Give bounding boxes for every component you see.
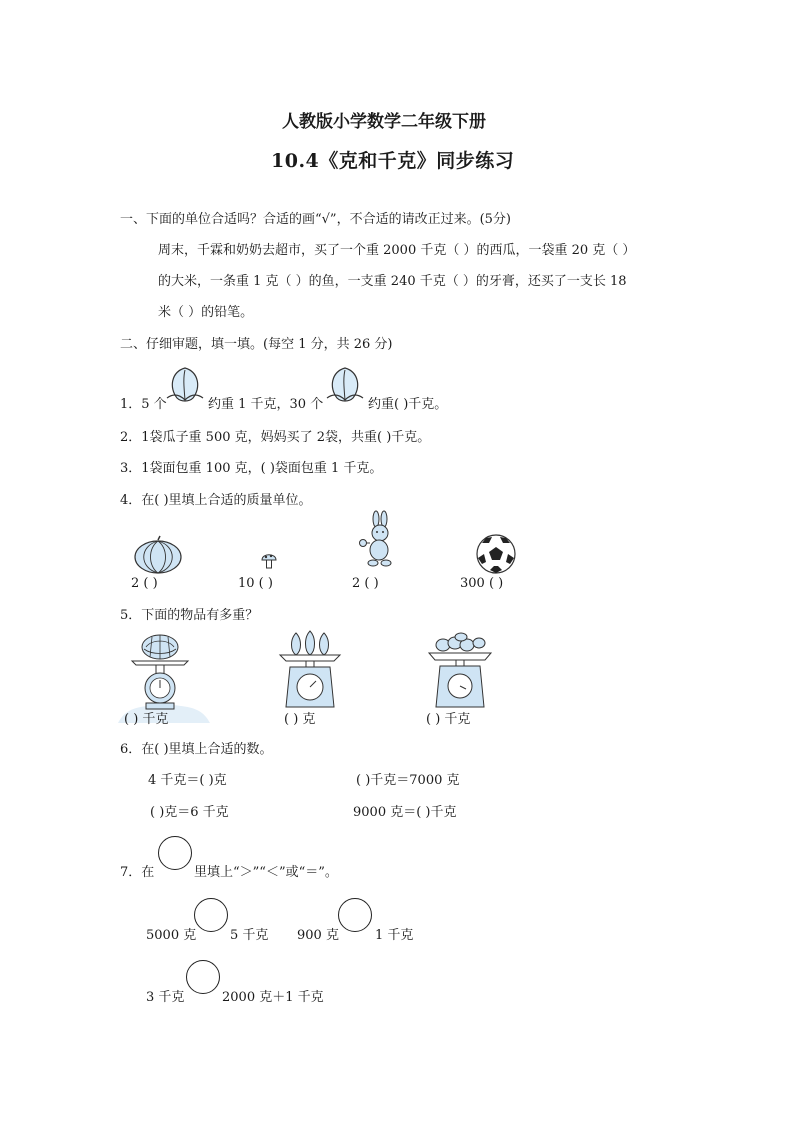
q7-prefix: 7．在: [120, 865, 155, 880]
q5-answer-watermelon: ( ) 千克: [124, 712, 169, 727]
q6-item-4: 9000 克＝( )千克: [353, 805, 457, 820]
page-title: 人教版小学数学二年级下册: [282, 112, 486, 132]
q1-suffix: 约重( )千克。: [368, 397, 448, 412]
q4: 4．在( )里填上合适的质量单位。: [120, 493, 312, 508]
compare-circle-icon: [158, 836, 192, 870]
q7-item1-left: 5000 克: [146, 928, 197, 943]
q4-answer-pumpkin: 2 ( ): [131, 576, 158, 591]
q7-item3-circle[interactable]: [186, 960, 220, 994]
q4-answer-mushroom: 10 ( ): [238, 576, 273, 591]
q2: 2．1袋瓜子重 500 克，妈妈买了 2袋，共重( )千克。: [120, 430, 431, 445]
q5-answer-pears: ( ) 克: [284, 712, 316, 727]
peach-icon: [323, 364, 368, 404]
q5-answer-eggs: ( ) 千克: [426, 712, 471, 727]
q7-item2-circle[interactable]: [338, 898, 372, 932]
q7-suffix: 里填上“＞”“＜”或“＝”。: [194, 865, 338, 880]
peach-icon: [163, 364, 208, 404]
section1-line2: 的大米，一条重 1 克（ ）的鱼，一支重 240 千克（ ）的牙膏，还买了一支长 18: [158, 274, 627, 289]
section1-line1: 周末，千霖和奶奶去超市，买了一个重 2000 千克（ ）的西瓜，一袋重 20 克（ ）: [158, 243, 636, 258]
q7-item1-circle[interactable]: [194, 898, 228, 932]
q7-item3-left: 3 千克: [146, 990, 185, 1005]
mushroom-icon: [261, 551, 277, 571]
q1-mid: 约重 1 千克，30 个: [208, 397, 324, 412]
q6-item-3: ( )克＝6 千克: [150, 805, 229, 820]
pumpkin-icon: [133, 536, 183, 574]
rabbit-toy-icon: [354, 511, 399, 569]
section1-line3: 米（ ）的铅笔。: [158, 305, 254, 320]
section1-heading: 一、下面的单位合适吗？合适的画“√”，不合适的请改正过来。(5分): [120, 212, 511, 227]
q6-item-1: 4 千克＝( )克: [148, 773, 227, 788]
q4-answer-ball: 300 ( ): [460, 576, 504, 591]
q6: 6．在( )里填上合适的数。: [120, 742, 273, 757]
soccer-ball-icon: [476, 534, 516, 574]
q4-answer-rabbit: 2 ( ): [352, 576, 379, 591]
q1-prefix: 1．5 个: [120, 397, 167, 412]
page-subtitle: 10.4《克和千克》同步练习: [271, 150, 515, 172]
q5: 5．下面的物品有多重？: [120, 608, 259, 623]
egg-scale-icon: [427, 633, 493, 709]
q6-item-2: ( )千克＝7000 克: [356, 773, 460, 788]
section2-heading: 二、仔细审题，填一填。(每空 1 分，共 26 分): [120, 337, 393, 352]
q3: 3．1袋面包重 100 克，( )袋面包重 1 千克。: [120, 461, 383, 476]
pear-scale-icon: [278, 629, 342, 709]
q7-item3-right: 2000 克＋1 千克: [222, 990, 324, 1005]
q7-item2-right: 1 千克: [375, 928, 414, 943]
q7-item2-left: 900 克: [297, 928, 339, 943]
q7-item1-right: 5 千克: [230, 928, 269, 943]
